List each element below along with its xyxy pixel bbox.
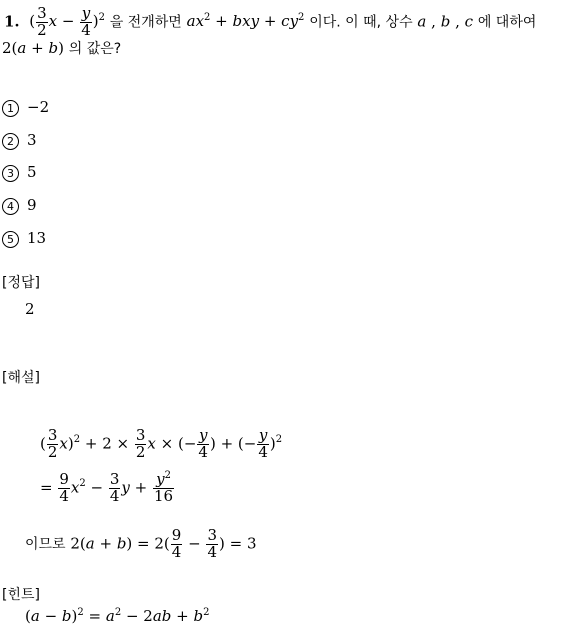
question-constants: a , b , c xyxy=(417,12,474,31)
choice-value: 9 xyxy=(27,196,37,214)
answer-label: [정답] xyxy=(2,275,40,291)
question-line-2 xyxy=(2,38,121,58)
explanation-line-1: ( $\frac{3}{2}$ x)$^2$ + 2 × $\frac{3}{2}$ x × (− $\frac{y}{4}$ ) + (− $\frac{y}{4}$ )$^2$ xyxy=(40,426,283,461)
choice-4[interactable] xyxy=(2,196,37,215)
therefore-text: 이므로 xyxy=(25,536,66,553)
question-about-text: 에 대하여 xyxy=(477,14,537,31)
choice-value: −2 xyxy=(27,98,50,116)
choice-marker: 3 xyxy=(2,165,19,182)
choice-5[interactable] xyxy=(2,229,46,248)
question-polynomial: $ax^2$ + bxy + $cy^2$ xyxy=(186,12,305,31)
explanation-line-2: = $\frac{9}{4}$ $x^2$ − $\frac{3}{4}$ y + $\frac{y^2}{16}$ xyxy=(40,470,174,505)
answer-value: 2 xyxy=(25,300,35,318)
choice-2[interactable] xyxy=(2,131,37,150)
question-number: 1. xyxy=(4,12,20,31)
question-value-text: 의 값은? xyxy=(68,41,122,57)
choice-value: 5 xyxy=(27,163,37,181)
choice-marker: 1 xyxy=(2,100,19,117)
hint-formula: $(a - b)^2 = a^2 - 2ab + b^2$ xyxy=(25,607,210,625)
explanation-line-3: 이므로 2(a + b) = 2( $\frac{9}{4}$ − $\frac{3}{4}$ ) = 3 xyxy=(25,526,257,561)
hint-label: [힌트] xyxy=(2,587,40,603)
question-line-1 xyxy=(4,6,536,39)
question-target-expression: 2(a + b) xyxy=(2,39,64,57)
choice-marker: 2 xyxy=(2,133,19,150)
choice-value: 13 xyxy=(27,229,47,247)
choice-marker: 4 xyxy=(2,198,19,215)
choice-value: 3 xyxy=(27,131,37,149)
choice-1[interactable] xyxy=(2,98,49,117)
question-expression: ( $\frac{3}{2}$ x − $\frac{y}{4}$ )$^2$ xyxy=(24,4,105,39)
question-then-text: 이다. 이 때, 상수 xyxy=(309,14,413,31)
choice-marker: 5 xyxy=(2,231,19,248)
question-expand-text: 을 전개하면 xyxy=(109,14,182,31)
explanation-label: [해설] xyxy=(2,370,40,386)
choice-3[interactable] xyxy=(2,163,37,182)
